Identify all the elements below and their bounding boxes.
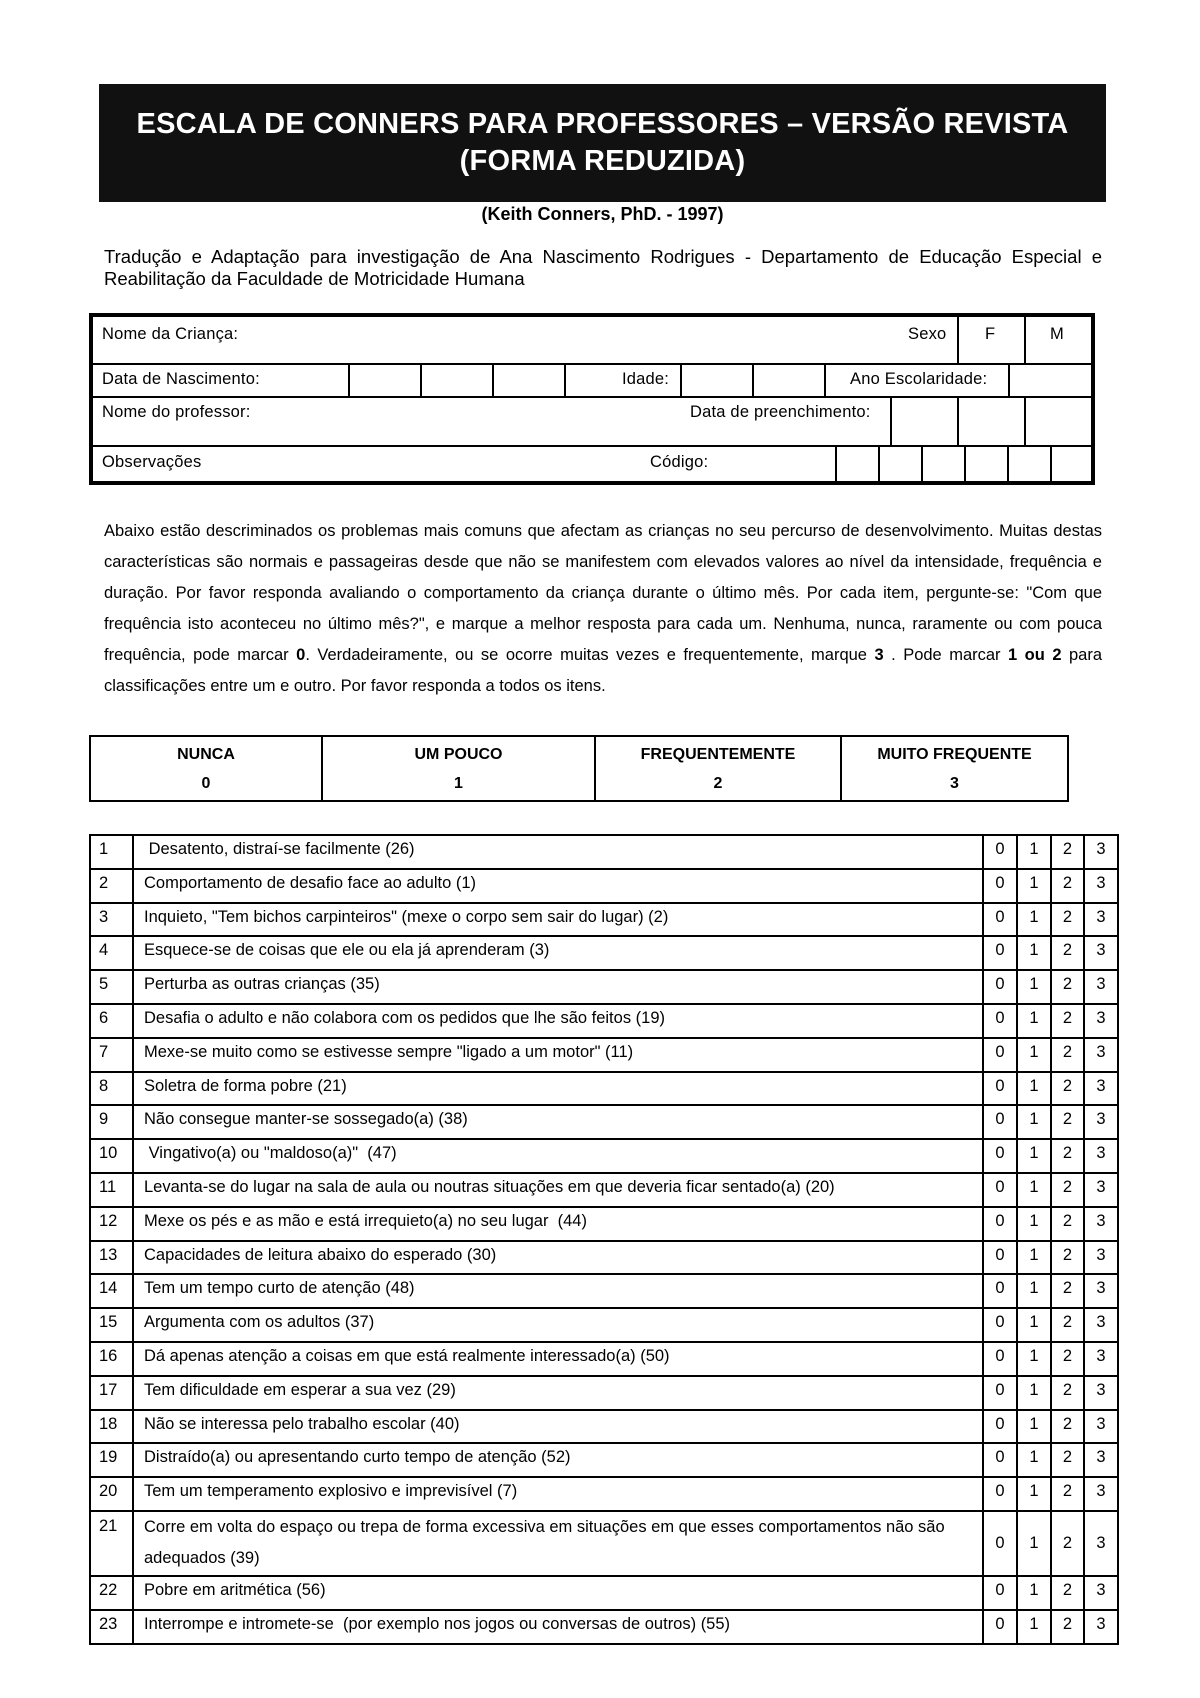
score-option-3[interactable]: 3 (1084, 835, 1118, 869)
score-option-0[interactable]: 0 (983, 1241, 1017, 1275)
child-name-label: Nome da Criança: (102, 325, 239, 343)
score-option-3[interactable]: 3 (1084, 1410, 1118, 1444)
score-option-3[interactable]: 3 (1084, 1105, 1118, 1139)
score-option-0[interactable]: 0 (983, 1038, 1017, 1072)
score-option-3[interactable]: 3 (1084, 903, 1118, 937)
item-number: 9 (90, 1105, 133, 1139)
item-text: Vingativo(a) ou "maldoso(a)" (47) (133, 1139, 983, 1173)
score-option-0[interactable]: 0 (983, 1004, 1017, 1038)
score-option-2[interactable]: 2 (1051, 1241, 1084, 1275)
item-text: Desafia o adulto e não colabora com os pedidos que lhe são feitos (19) (133, 1004, 983, 1038)
table-row (90, 1308, 1118, 1342)
table-row (90, 835, 1118, 869)
score-option-1[interactable]: 1 (1017, 1139, 1051, 1173)
instructions-text-1: Abaixo estão descriminados os problemas mais comuns que afectam as crianças no seu percurso de desenvolvimento. Muitas destas características são normais e passageiras desde que não se manifestem com elevados valores ao nível da intensidade, frequência e duração. Por favor responda avaliando o comportamento da criança durante o último mês. Por cada item, pergunte-se: "Com que frequência isto aconteceu no último mês?", e marque a melhor resposta para cada um. Nenhuma, nunca, raramente ou com pouca frequência, pode marcar (104, 522, 1102, 664)
fill-date-label: Data de preenchimento: (690, 403, 871, 421)
items-table (89, 834, 1119, 1645)
score-option-1[interactable]: 1 (1017, 903, 1051, 937)
score-option-1[interactable]: 1 (1017, 936, 1051, 970)
score-option-2[interactable]: 2 (1051, 835, 1084, 869)
score-option-3[interactable]: 3 (1084, 1173, 1118, 1207)
score-option-3[interactable]: 3 (1084, 936, 1118, 970)
scale-never: NUNCA 0 (90, 736, 322, 801)
item-number: 19 (90, 1443, 133, 1477)
item-number: 8 (90, 1072, 133, 1106)
score-option-2[interactable]: 2 (1051, 936, 1084, 970)
score-option-2[interactable]: 2 (1051, 1274, 1084, 1308)
item-text: Não se interessa pelo trabalho escolar (40) (133, 1410, 983, 1444)
item-number: 1 (90, 835, 133, 869)
item-text: Soletra de forma pobre (21) (133, 1072, 983, 1106)
scale-very-frequent: MUITO FREQUENTE 3 (841, 736, 1068, 801)
score-option-0[interactable]: 0 (983, 903, 1017, 937)
score-option-3[interactable]: 3 (1084, 1443, 1118, 1477)
instructions-paragraph (104, 516, 1102, 702)
score-option-3[interactable]: 3 (1084, 1576, 1118, 1610)
item-text: Esquece-se de coisas que ele ou ela já aprenderam (3) (133, 936, 983, 970)
item-text: Corre em volta do espaço ou trepa de forma excessiva em situações em que esses comportamentos não são adequados (39) (133, 1511, 983, 1576)
score-option-2[interactable]: 2 (1051, 1139, 1084, 1173)
item-text: Perturba as outras crianças (35) (133, 970, 983, 1004)
score-option-1[interactable]: 1 (1017, 835, 1051, 869)
item-number: 4 (90, 936, 133, 970)
score-option-2[interactable]: 2 (1051, 869, 1084, 903)
item-number: 16 (90, 1342, 133, 1376)
score-option-2[interactable]: 2 (1051, 1308, 1084, 1342)
score-option-1[interactable]: 1 (1017, 1511, 1051, 1576)
score-option-3[interactable]: 3 (1084, 1274, 1118, 1308)
sex-m-option[interactable]: M (1050, 325, 1064, 343)
identification-box (89, 313, 1095, 485)
author-subtitle: (Keith Conners, PhD. - 1997) (481, 204, 724, 224)
score-option-0[interactable]: 0 (983, 970, 1017, 1004)
item-text: Desatento, distraí-se facilmente (26) (133, 835, 983, 869)
item-text: Tem um temperamento explosivo e imprevisível (7) (133, 1477, 983, 1511)
score-option-0[interactable]: 0 (983, 1072, 1017, 1106)
score-option-3[interactable]: 3 (1084, 1139, 1118, 1173)
item-text: Mexe os pés e as mão e está irrequieto(a) no seu lugar (44) (133, 1207, 983, 1241)
score-option-1[interactable]: 1 (1017, 1274, 1051, 1308)
score-option-0[interactable]: 0 (983, 1576, 1017, 1610)
scale-a-little: UM POUCO 1 (322, 736, 595, 801)
table-row (90, 1477, 1118, 1511)
score-option-0[interactable]: 0 (983, 1511, 1017, 1576)
age-label: Idade: (622, 370, 670, 388)
score-option-1[interactable]: 1 (1017, 1173, 1051, 1207)
score-option-3[interactable]: 3 (1084, 1342, 1118, 1376)
table-row (90, 1610, 1118, 1644)
item-text: Comportamento de desafio face ao adulto (1) (133, 869, 983, 903)
table-row (90, 1443, 1118, 1477)
score-option-0[interactable]: 0 (983, 1410, 1017, 1444)
table-row (90, 1038, 1118, 1072)
title-banner (99, 84, 1106, 202)
score-option-2[interactable]: 2 (1051, 1376, 1084, 1410)
score-option-0[interactable]: 0 (983, 1207, 1017, 1241)
item-number: 14 (90, 1274, 133, 1308)
scale-legend (89, 735, 1069, 802)
notes-label: Observações (102, 453, 202, 471)
score-option-1[interactable]: 1 (1017, 1443, 1051, 1477)
item-text: Inquieto, "Tem bichos carpinteiros" (mexe o corpo sem sair do lugar) (2) (133, 903, 983, 937)
score-option-0[interactable]: 0 (983, 1173, 1017, 1207)
item-number: 15 (90, 1308, 133, 1342)
score-option-1[interactable]: 1 (1017, 1410, 1051, 1444)
item-number: 18 (90, 1410, 133, 1444)
score-option-0[interactable]: 0 (983, 1105, 1017, 1139)
score-option-2[interactable]: 2 (1051, 1576, 1084, 1610)
table-row (90, 1342, 1118, 1376)
score-option-2[interactable]: 2 (1051, 1038, 1084, 1072)
score-option-3[interactable]: 3 (1084, 1004, 1118, 1038)
score-option-3[interactable]: 3 (1084, 1610, 1118, 1644)
table-row (90, 869, 1118, 903)
item-number: 10 (90, 1139, 133, 1173)
school-year-label: Ano Escolaridade: (850, 370, 988, 388)
teacher-name-label: Nome do professor: (102, 403, 251, 421)
table-row (90, 1072, 1118, 1106)
score-option-2[interactable]: 2 (1051, 1342, 1084, 1376)
score-option-3[interactable]: 3 (1084, 1241, 1118, 1275)
score-option-1[interactable]: 1 (1017, 1105, 1051, 1139)
score-option-1[interactable]: 1 (1017, 1376, 1051, 1410)
score-option-2[interactable]: 2 (1051, 1610, 1084, 1644)
score-option-0[interactable]: 0 (983, 1139, 1017, 1173)
table-row (90, 1576, 1118, 1610)
score-option-3[interactable]: 3 (1084, 970, 1118, 1004)
instructions-bold-1-2: 1 ou 2 (1008, 646, 1062, 664)
score-option-3[interactable]: 3 (1084, 1038, 1118, 1072)
score-option-0[interactable]: 0 (983, 1477, 1017, 1511)
item-text: Distraído(a) ou apresentando curto tempo de atenção (52) (133, 1443, 983, 1477)
item-text: Dá apenas atenção a coisas em que está realmente interessado(a) (50) (133, 1342, 983, 1376)
score-option-2[interactable]: 2 (1051, 1443, 1084, 1477)
score-option-2[interactable]: 2 (1051, 970, 1084, 1004)
table-row (90, 1004, 1118, 1038)
item-text: Não consegue manter-se sossegado(a) (38) (133, 1105, 983, 1139)
item-number: 3 (90, 903, 133, 937)
item-number: 6 (90, 1004, 133, 1038)
item-text: Levanta-se do lugar na sala de aula ou noutras situações em que deveria ficar sentado(a) (20) (133, 1173, 983, 1207)
score-option-1[interactable]: 1 (1017, 1038, 1051, 1072)
score-option-0[interactable]: 0 (983, 835, 1017, 869)
item-text: Pobre em aritmética (56) (133, 1576, 983, 1610)
score-option-3[interactable]: 3 (1084, 869, 1118, 903)
item-number: 5 (90, 970, 133, 1004)
table-row (90, 1274, 1118, 1308)
score-option-3[interactable]: 3 (1084, 1376, 1118, 1410)
score-option-0[interactable]: 0 (983, 1443, 1017, 1477)
table-row (90, 1241, 1118, 1275)
item-number: 12 (90, 1207, 133, 1241)
score-option-0[interactable]: 0 (983, 936, 1017, 970)
table-row (90, 1173, 1118, 1207)
table-row (90, 1511, 1118, 1576)
score-option-2[interactable]: 2 (1051, 903, 1084, 937)
item-number: 21 (90, 1511, 133, 1576)
code-label: Código: (650, 453, 709, 471)
score-option-0[interactable]: 0 (983, 1376, 1017, 1410)
sex-label: Sexo (908, 325, 947, 343)
score-option-2[interactable]: 2 (1051, 1004, 1084, 1038)
translation-credit: Tradução e Adaptação para investigação de Ana Nascimento Rodrigues - Departamento de Educação Especial e Reabilitação da Faculdade de Motricidade Humana (104, 246, 1102, 289)
scale-frequently: FREQUENTEMENTE 2 (595, 736, 841, 801)
birth-date-label: Data de Nascimento: (102, 370, 260, 388)
score-option-0[interactable]: 0 (983, 869, 1017, 903)
table-row (90, 1376, 1118, 1410)
instructions-text-3: . Pode marcar (883, 646, 1009, 664)
instructions-bold-0: 0 (296, 646, 306, 664)
score-option-1[interactable]: 1 (1017, 1207, 1051, 1241)
score-option-1[interactable]: 1 (1017, 1004, 1051, 1038)
item-number: 23 (90, 1610, 133, 1644)
score-option-0[interactable]: 0 (983, 1610, 1017, 1644)
item-number: 2 (90, 869, 133, 903)
sex-f-option[interactable]: F (985, 325, 996, 343)
item-number: 7 (90, 1038, 133, 1072)
score-option-1[interactable]: 1 (1017, 1241, 1051, 1275)
score-option-2[interactable]: 2 (1051, 1072, 1084, 1106)
score-option-3[interactable]: 3 (1084, 1477, 1118, 1511)
score-option-3[interactable]: 3 (1084, 1308, 1118, 1342)
item-text: Interrompe e intromete-se (por exemplo nos jogos ou conversas de outros) (55) (133, 1610, 983, 1644)
table-row (90, 970, 1118, 1004)
instructions-text-4: para classificações entre um e outro. Por favor responda a todos os itens. (104, 646, 1103, 695)
score-option-2[interactable]: 2 (1051, 1207, 1084, 1241)
score-option-1[interactable]: 1 (1017, 1308, 1051, 1342)
item-number: 17 (90, 1376, 133, 1410)
page-title: ESCALA DE CONNERS PARA PROFESSORES – VERSÃO REVISTA (FORMA REDUZIDA) (136, 108, 1069, 177)
item-text: Capacidades de leitura abaixo do esperado (30) (133, 1241, 983, 1275)
score-option-0[interactable]: 0 (983, 1308, 1017, 1342)
table-row (90, 936, 1118, 970)
score-option-2[interactable]: 2 (1051, 1511, 1084, 1576)
item-number: 13 (90, 1241, 133, 1275)
table-row (90, 1139, 1118, 1173)
instructions-text-2: . Verdadeiramente, ou se ocorre muitas vezes e frequentemente, marque (305, 646, 875, 664)
score-option-1[interactable]: 1 (1017, 1610, 1051, 1644)
instructions-bold-3: 3 (874, 646, 884, 664)
table-row (90, 903, 1118, 937)
item-text: Tem um tempo curto de atenção (48) (133, 1274, 983, 1308)
score-option-1[interactable]: 1 (1017, 1342, 1051, 1376)
score-option-0[interactable]: 0 (983, 1342, 1017, 1376)
score-option-1[interactable]: 1 (1017, 869, 1051, 903)
score-option-2[interactable]: 2 (1051, 1105, 1084, 1139)
item-text: Argumenta com os adultos (37) (133, 1308, 983, 1342)
item-text: Mexe-se muito como se estivesse sempre "ligado a um motor" (11) (133, 1038, 983, 1072)
score-option-3[interactable]: 3 (1084, 1207, 1118, 1241)
score-option-1[interactable]: 1 (1017, 1072, 1051, 1106)
score-option-3[interactable]: 3 (1084, 1511, 1118, 1576)
score-option-1[interactable]: 1 (1017, 970, 1051, 1004)
table-row (90, 1410, 1118, 1444)
item-number: 11 (90, 1173, 133, 1207)
score-option-2[interactable]: 2 (1051, 1173, 1084, 1207)
score-option-2[interactable]: 2 (1051, 1477, 1084, 1511)
score-option-1[interactable]: 1 (1017, 1477, 1051, 1511)
item-number: 22 (90, 1576, 133, 1610)
score-option-1[interactable]: 1 (1017, 1576, 1051, 1610)
item-text: Tem dificuldade em esperar a sua vez (29) (133, 1376, 983, 1410)
table-row (90, 1207, 1118, 1241)
item-number: 20 (90, 1477, 133, 1511)
score-option-3[interactable]: 3 (1084, 1072, 1118, 1106)
table-row (90, 1105, 1118, 1139)
score-option-0[interactable]: 0 (983, 1274, 1017, 1308)
score-option-2[interactable]: 2 (1051, 1410, 1084, 1444)
